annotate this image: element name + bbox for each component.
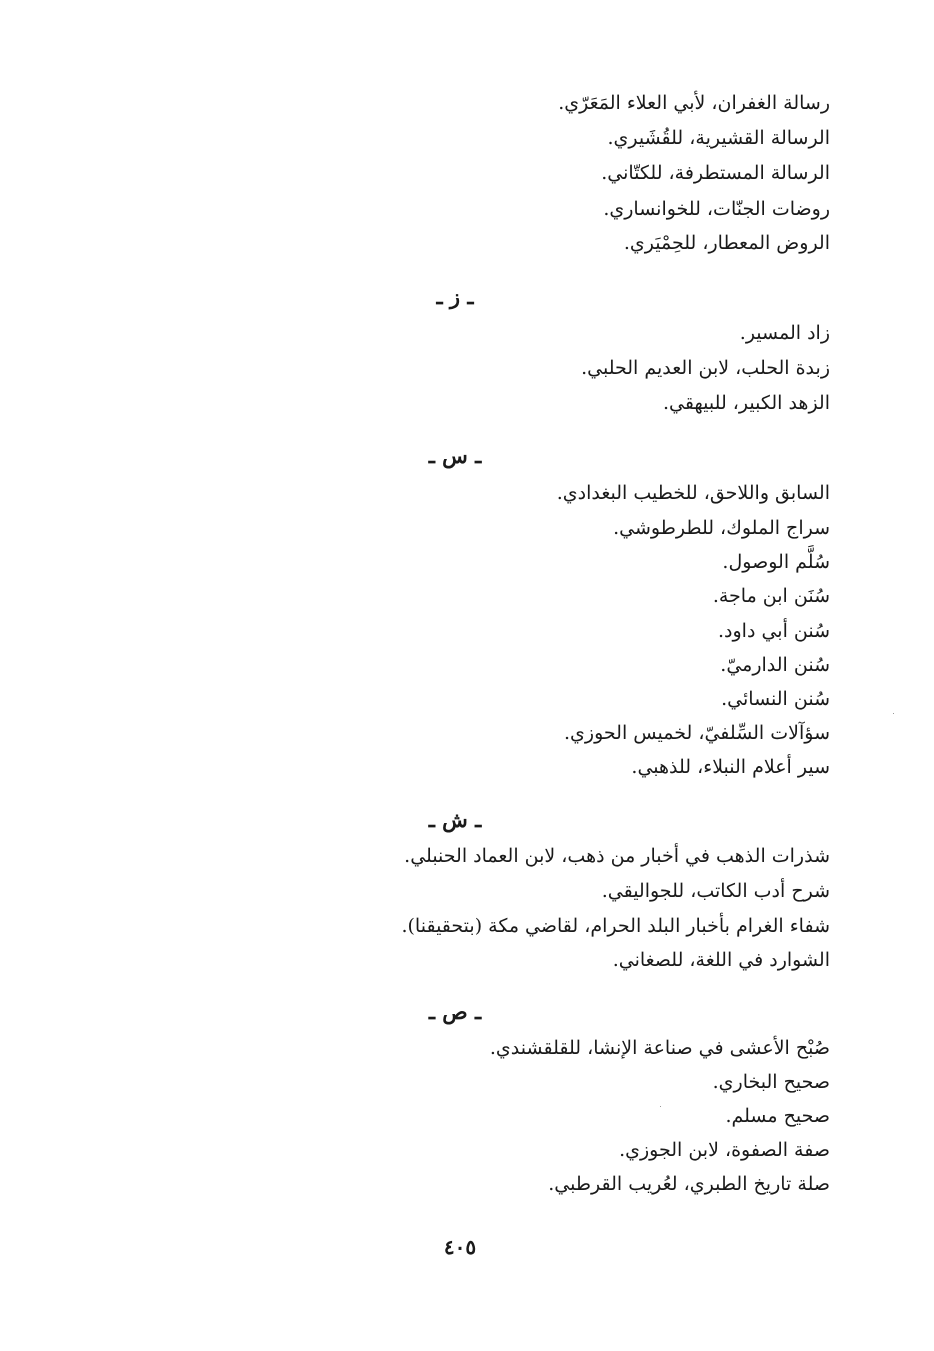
list-item: الروض المعطار، للحِمْيَري. <box>623 232 830 254</box>
list-item: شفاء الغرام بأخبار البلد الحرام، لقاضي مكة (بتحقيقنا). <box>401 915 830 937</box>
list-item: الرسالة القشيرية، للقُشَيري. <box>607 127 830 149</box>
list-item: الشوارد في اللغة، للصغاني. <box>612 949 830 971</box>
list-item: الزهد الكبير، للبيهقي. <box>662 392 830 414</box>
list-item: رسالة الغفران، لأبي العلاء المَعَرّي. <box>558 92 830 114</box>
section-letter-heading: ـ ز ـ <box>436 284 474 309</box>
list-item: الرسالة المستطرفة، للكتّاني. <box>601 162 830 184</box>
list-item: شرح أدب الكاتب، للجواليقي. <box>601 880 830 902</box>
page-number: ٤٠٥ <box>443 1235 477 1259</box>
section-letter-heading: ـ س ـ <box>428 443 482 468</box>
scan-speck <box>893 713 894 714</box>
list-item: صحيح مسلم. <box>725 1105 830 1127</box>
list-item: زاد المسير. <box>739 322 830 344</box>
list-item: صُبْح الأعشى في صناعة الإنشا، للقلقشندي. <box>489 1037 830 1059</box>
list-item: سؤآلات السِّلفيّ، لخميس الحوزي. <box>564 722 830 744</box>
list-item: سُلَّم الوصول. <box>722 551 830 573</box>
list-item: سُنن الدارميّ. <box>720 654 830 676</box>
list-item: سراج الملوك، للطرطوشي. <box>613 517 830 539</box>
list-item: السابق واللاحق، للخطيب البغدادي. <box>556 482 830 504</box>
list-item: سُنن أبي داود. <box>717 620 830 642</box>
list-item: شذرات الذهب في أخبار من ذهب، لابن العماد الحنبلي. <box>404 845 830 867</box>
list-item: زبدة الحلب، لابن العديم الحلبي. <box>581 357 830 379</box>
section-letter-heading: ـ ص ـ <box>428 999 482 1024</box>
scan-speck <box>660 1106 661 1107</box>
list-item: سير أعلام النبلاء، للذهبي. <box>631 756 830 778</box>
list-item: صلة تاريخ الطبري، لعُريب القرطبي. <box>548 1173 830 1195</box>
list-item: سُنَن ابن ماجة. <box>712 585 830 607</box>
list-item: سُنن النسائي. <box>721 688 830 710</box>
list-item: صحيح البخاري. <box>712 1071 830 1093</box>
list-item: صفة الصفوة، لابن الجوزي. <box>619 1139 830 1161</box>
section-letter-heading: ـ ش ـ <box>428 807 482 832</box>
list-item: روضات الجنّات، للخوانساري. <box>603 198 830 220</box>
